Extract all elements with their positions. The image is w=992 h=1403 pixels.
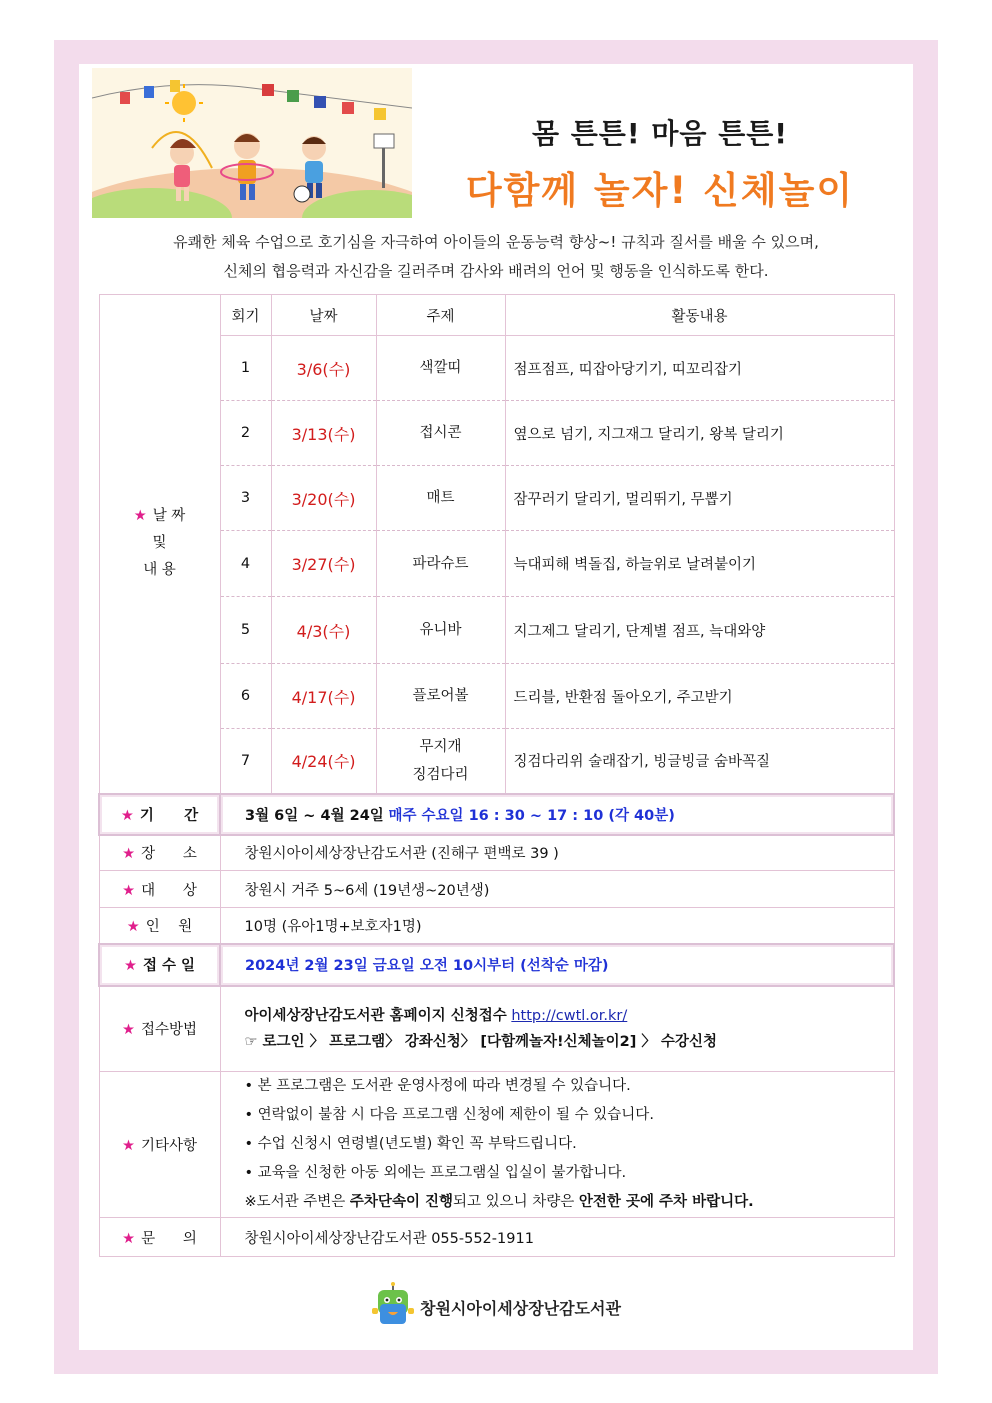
schedule-row: 7 4/24(수) 무지개 징검다리 징검다리위 술래잡기, 빙글빙글 숨바꼭질 [99, 729, 894, 794]
schedule-row: 2 3/13(수) 접시콘 옆으로 넘기, 지그재그 달리기, 왕복 달리기 [99, 401, 894, 466]
library-mascot-icon [370, 1282, 416, 1330]
schedule-row: 5 4/3(수) 유니바 지그제그 달리기, 단계별 점프, 늑대와양 [99, 597, 894, 664]
star-icon: ★ [121, 1022, 135, 1039]
target-value: 창원시 거주 5~6세 (19년생~20년생) [220, 871, 894, 908]
star-icon: ★ [126, 918, 140, 935]
schedule-row: 6 4/17(수) 플로어볼 드리블, 반환점 돌아오기, 주고받기 [99, 664, 894, 729]
intro-text [96, 228, 896, 286]
note-item: • 본 프로그램은 도서관 운영사정에 따라 변경될 수 있습니다. [244, 1078, 631, 1094]
star-icon: ★ [122, 846, 136, 863]
schedule-row: 3 3/20(수) 매트 잠꾸러기 달리기, 멀리뛰기, 무뽑기 [99, 466, 894, 531]
star-icon: ★ [133, 508, 147, 525]
schedule-row: 1 3/6(수) 색깔띠 점프점프, 띠잡아당기기, 띠꼬리잡기 [99, 336, 894, 401]
capacity-value: 10명 (유아1명+보호자1명) [220, 908, 894, 944]
capacity-row: ★ 인 원 10명 (유아1명+보호자1명) [99, 908, 894, 944]
method-line2: ☞ 로그인 〉 프로그램〉 강좌신청〉 [다함께놀자!신체놀이2] 〉 수강신청 [244, 1033, 717, 1050]
intro-line1: 유쾌한 체육 수업으로 호기심을 자극하여 아이들의 운동능력 향상~! 규칙과 질서를 배울 수 있으며, [173, 233, 819, 251]
reception-value: 2024년 2월 23일 금요일 오전 10시부터 (선착순 마감) [220, 944, 894, 986]
header-date: 날짜 [271, 295, 376, 336]
star-icon: ★ [122, 1230, 136, 1247]
header-theme: 주제 [376, 295, 505, 336]
contact-row: ★ 문 의 창원시아이세상장난감도서관 055-552-1911 [99, 1218, 894, 1257]
note-item: • 연락없이 불참 시 다음 프로그램 신청에 제한이 될 수 있습니다. [244, 1107, 654, 1123]
star-icon: ★ [122, 882, 136, 899]
note-item: • 교육을 신청한 아동 외에는 프로그램실 입실이 불가합니다. [244, 1165, 627, 1181]
place-row: ★ 장 소 창원시아이세상장난감도서관 (진해구 편백로 39 ) [99, 835, 894, 871]
notes-row: ★ 기타사항 • 본 프로그램은 도서관 운영사정에 따라 변경될 수 있습니다. • 연락없이 불참 시 다음 프로그램 신청에 제한이 될 수 있습니다. • 수업 신청시 연령별(년도별) 확인 꼭 부탁드립니다. • 교육을 신청한 아동 외에는 프로그램실 입실이 불가합니다. ※도서관 주변은 주차단속이 진행되고 있으니 차량은 안전한 곳에 주차 바랍니다. [99, 1072, 894, 1218]
intro-line2: 신체의 협응력과 자신감을 길러주며 감사와 배려의 언어 및 행동을 인식하도록 한다. [223, 262, 769, 280]
title-line2: 다함께 놀자! 신체놀이 [465, 169, 855, 212]
method-line1: 아이세상장난감도서관 홈페이지 신청접수 [244, 1007, 507, 1024]
target-row: ★ 대 상 창원시 거주 5~6세 (19년생~20년생) [99, 871, 894, 908]
footer-org-name: 창원시아이세상장난감도서관 [420, 1299, 621, 1318]
kids-playing-illustration [92, 68, 412, 218]
schedule-row: 4 3/27(수) 파라슈트 늑대피해 벽돌집, 하늘위로 날려붙이기 [99, 531, 894, 597]
period-dates: 3월 6일 ~ 4월 24일 [245, 807, 384, 824]
reception-row: ★ 접 수 일 2024년 2월 23일 금요일 오전 10시부터 (선착순 마감) [99, 944, 894, 986]
period-row: ★ 기 간 3월 6일 ~ 4월 24일 매주 수요일 16 : 30 ~ 17 : 10 (각 40분) [99, 794, 894, 835]
star-icon: ★ [123, 958, 137, 974]
note-item: • 수업 신청시 연령별(년도별) 확인 꼭 부탁드립니다. [244, 1136, 577, 1152]
program-table [98, 294, 895, 1257]
header-session: 회기 [220, 295, 271, 336]
schedule-header-row [99, 295, 894, 336]
place-value: 창원시아이세상장난감도서관 (진해구 편백로 39 ) [220, 835, 894, 871]
schedule-label-cell: ★ 날 짜 및 내 용 [99, 295, 220, 794]
contact-value: 창원시아이세상장난감도서관 055-552-1911 [220, 1218, 894, 1257]
homepage-link[interactable]: http://cwtl.or.kr/ [511, 1007, 628, 1024]
method-row: ★ 접수방법 아이세상장난감도서관 홈페이지 신청접수 http://cwtl.or.kr/ ☞ 로그인 〉 프로그램〉 강좌신청〉 [다함께놀자!신체놀이2] 〉 수강신청 [99, 986, 894, 1072]
star-icon: ★ [120, 807, 134, 824]
title-line1: 몸 튼튼! 마음 튼튼! [531, 117, 789, 150]
star-icon: ★ [121, 1138, 135, 1154]
note-parking: ※도서관 주변은 주차단속이 진행되고 있으니 차량은 안전한 곳에 주차 바랍니다. [244, 1194, 754, 1210]
header-activity: 활동내용 [505, 295, 894, 336]
period-time: 매주 수요일 16 : 30 ~ 17 : 10 (각 40분) [388, 807, 675, 824]
